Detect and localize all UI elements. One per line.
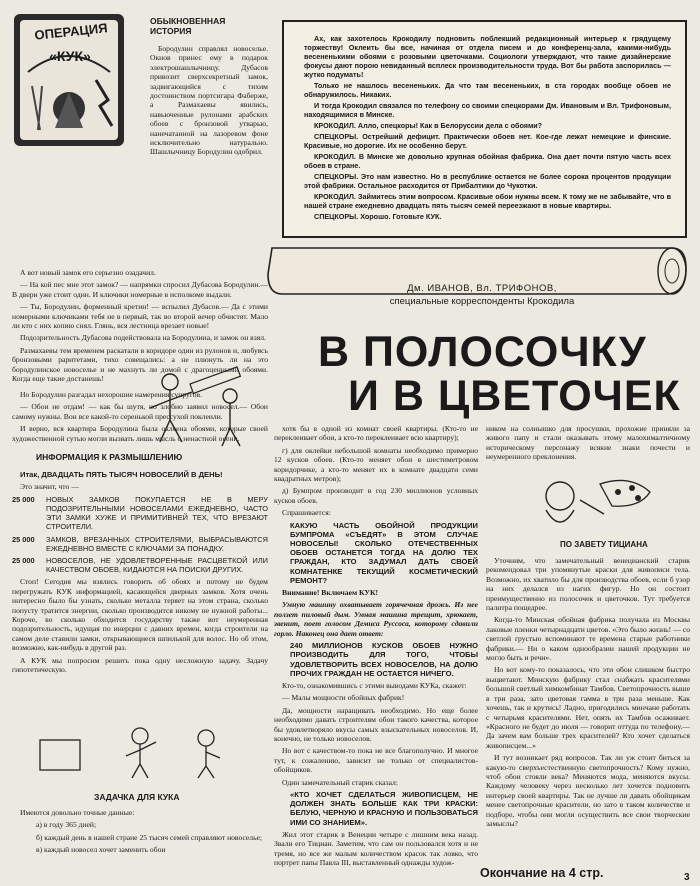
- mid-paragraph: Кто-то, ознакомившись с этими выводами КУКа, скажет:: [282, 680, 467, 690]
- mid-answer: 240 МИЛЛИОНОВ КУСКОВ ОБОЕВ НУЖНО ПРОИЗВОДИТЬ ДЛЯ ТОГО, ЧТОБЫ УДОВЛЕТВОРИТЬ ВСЕХ НОВОСЕЛОВ, НА ДОЛЮ ПРОЧИХ ГРАЖДАН НЕ ОСТАЕТСЯ НИЧЕГО.: [290, 641, 478, 678]
- mid-paragraph: хотя бы в одной из комнат своей квартиры. (Кто-то не переклеивает обои, а кто-то переклеивает всю квартиру);: [274, 424, 478, 443]
- mid-question: КАКУЮ ЧАСТЬ ОБОЙНОЙ ПРОДУКЦИИ БУМПРОМА «СЪЕДЯТ» В ЭТОМ СЛУЧАЕ НОВОСЕЛЫ! СКОЛЬКО ОТЕЧЕСТВЕННЫХ ОБОЕВ ОСТАНЕТСЯ ТОГДА НА ДОЛЮ ТЕХ ГРАЖДАН, КТО ЗАДУМАЛ ДАТЬ СВОЕЙ КОМНАТЕНКЕ ТЕКУЩИЙ КОСМЕТИЧЕСКИЙ РЕМОНТ?: [290, 520, 478, 585]
- info-title: ИНФОРМАЦИЯ К РАЗМЫШЛЕНИЮ: [36, 452, 183, 462]
- info-intro: Итак, ДВАДЦАТЬ ПЯТЬ ТЫСЯЧ НОВОСЕЛИЙ В ДЕНЬ!: [20, 470, 223, 479]
- mid-paragraph: Умную машину охватывает горячечная дрожь. Из нее ползет пиловый дым. Умная машина трещит, хрюкает, звенит, поет голосом Демиса Руссоса, которому сдавили горло. Наконец она дает ответ:: [274, 600, 478, 638]
- info-paragraph: А КУК мы попросим решить пока одну несложную задачу. Задачу гипотетическую.: [12, 655, 268, 675]
- story-paragraph: — Обои не отдам! — как бы шутя, но злобно заявил новосел.— Обои самому нужны. Вон все какой-то серенькой прессухой поклеили.: [12, 402, 268, 421]
- info-paragraph: Стоп! Сегодня мы взялись говорить об обоях и потому не будем перегружать КУК информацией, касающейся дверных замков. Хотя очень интересно было бы узнать, сколько металла теряет на этом страна, сколько попусту тратится энергии, сколько производится никому не нужной работы... Короче, во сколько обходится государству также вот неумеренная подозрительность, идущая по инерции с давних времен, когда строители на самом деле ставили замки, открывающиеся шпилькой для волос. Но об этом, возможно, как-нибудь в другой раз.: [12, 577, 268, 653]
- story-column-top: [150, 44, 268, 264]
- authors-block: [282, 282, 682, 308]
- story-paragraph: И верно, вся квартира Бородулина была оклеена обоями, которые своей художественной сутью могли вызвать лишь мысль о ненастной осени.: [12, 424, 268, 443]
- dialogue-paragraph: И тогда Крокодил связался по телефону со своими спецкорами Дм. Ивановым и Вл. Трифоновым, находящимися в Минске.: [304, 101, 671, 119]
- dialogue-paragraph: СПЕЦКОРЫ. Это нам известно. Но в республике остается не более сорока процентов продукции этой фабрики. Остальное расходится от Прибалтики до Чукотки.: [304, 172, 671, 190]
- mid-paragraph: — Малы мощности обойных фабрик!: [282, 693, 405, 703]
- right-column: [486, 556, 690, 862]
- mid-paragraph: Внимание! Включаем КУК!: [282, 588, 378, 598]
- authors-names: Дм. ИВАНОВ, Вл. ТРИФОНОВ,: [407, 283, 557, 294]
- info-row-text: ЗАМКОВ, ВРЕЗАННЫХ СТРОИТЕЛЯМИ, ВЫБРАСЫВАЮТСЯ ЕЖЕДНЕВНО ВМЕСТЕ С КЛЮЧАМИ ЗА ПОНАДКУ.: [46, 534, 268, 553]
- kuk-machine-illustration: [30, 720, 250, 780]
- mid-paragraph: г) для оклейки небольшой комнаты необходимо примерно 12 кусков обоев. (Кто-то меняет обои в шестиметровом коридорчике, а кто-то меняет их в комнате двадцати семи квадратных метров);: [274, 445, 478, 484]
- info-paragraph: Это значит, что —: [20, 482, 79, 492]
- continued-note: Окончание на 4 стр.: [480, 866, 604, 880]
- headline-line1: В ПОЛОСОЧКУ: [318, 328, 647, 376]
- middle-column: [274, 424, 478, 868]
- page-headline: [318, 330, 698, 418]
- authors-role: специальные корреспонденты Крокодила: [389, 296, 575, 307]
- info-row: [12, 556, 268, 574]
- story-paragraph: — На кой пес мне этот замок? — напрямки спросил Дубасова Бородулин.— В двери уже стоит один. И ключики номерные в исполкоме выдали.: [12, 280, 268, 299]
- story-paragraph: Но Бородулин разгадал нехорошие намерения супругов.: [20, 390, 203, 399]
- story-paragraph: — Ты, Бородулин, форменный кретин! — вспылил Дубасов.— Да с этими номерными ключиками тебя не в первый, так во второй вечер обчистят. Мало ли кто с них копию снял. Глянь, вся лестница врезает новые!: [12, 302, 268, 331]
- mid-paragraph: Жил этот старик в Венеции четыре с лишним века назад. Звали его Тициан. Заметим, что сам он пользовался хотя и не тремя, но все же малым количеством красок так ловко, что портрет папы Павла III, выставленный однажды худож-: [274, 829, 478, 868]
- dialogue-text: [304, 34, 671, 228]
- titian-caption: ПО ЗАВЕТУ ТИЦИАНА: [560, 540, 648, 549]
- logo-line2: «КУК»: [49, 48, 91, 64]
- right-paragraph: Уточним, что замечательный венецианский старик рекомендовал три упомянутые краски для живописи тела. Возможно, их хватило бы для производства обоев, если б узор на них делался из нагих фигур. Но он состоит преимущественно из полосочек и цветочков. Тут требуется палитра пощедрее.: [486, 556, 690, 613]
- right-paragraph: Но вот кому-то показалось, что эти обои слишком быстро выцветают. Минскую фабрику стал снабжать красителями большой светлый химкомбинат Тамбов. Светопрочность выше в три раза, зато цветовая гамма в три раза меньше. Как хочешь, так и крутись! Ладно, пригодились минчане работать с четырьмя красителями. Нет, опять их Тамбов осаживает. «Красного не будет до июля — говорит оттуда по телефону.— Да зачем вам больше трех красителей? Кто хочет сделаться живописцем...»: [486, 665, 690, 750]
- dialogue-paragraph: КРОКОДИЛ. В Минске же довольно крупная обойная фабрика. Она дает почти пятую часть всех обоев в стране.: [304, 152, 671, 170]
- dialogue-box: [282, 20, 687, 238]
- info-row: [12, 495, 268, 532]
- task-intro: Имеются довольно точные данные:: [20, 808, 135, 817]
- right-column-top: [486, 424, 690, 472]
- mid-paragraph: Но вот с качеством-то пока не все благополучно. И многое тут, к сожалению, зависит не только от специалистов-обойщиков.: [274, 746, 478, 775]
- task-title: ЗАДАЧКА ДЛЯ КУКА: [94, 792, 180, 802]
- info-row-num: 25 000: [12, 494, 35, 504]
- wallpaper-carriers-illustration: [130, 362, 270, 448]
- story-paragraph: Подозрительность Дубасова подействовала на Бородулина, и замок он взял.: [20, 333, 266, 343]
- story-paragraph: Размахаевы тем временем раскатали в коридоре один из рулонов и, любуясь бронзовыми раритетами, тихо совещались: а не плюнуть ли на это бородулинское новоселье и не махнуть ли домой с драгоценными обоями. Когда еще такие достанешь!: [12, 345, 268, 384]
- dialogue-paragraph: Ах, как захотелось Крокодилу подновить поблекший редакционный интерьер к грядущему торжеству! Оклеить бы все, начиная от отдела писем и до конференц-зала, какими-нибудь весененькими обоями с розовыми цветочками. Социологи утверждают, что такие дизайнерские фокусы дают порою невиданный всплеск производительности труда. Вот бы работа заспорилась — жутко подумать!: [304, 34, 671, 79]
- dialogue-paragraph: Только не нашлось весененьких. Да что там весененьких, в ста городах вообще обоев не обнаружилось. Никаких.: [304, 81, 671, 99]
- task-item: в) каждый новосел хочет заменить обои: [36, 845, 166, 855]
- info-row-num: 25 000: [12, 556, 35, 566]
- logo-line1: ОПЕРАЦИЯ: [33, 20, 109, 43]
- right-paragraph: Когда-то Минская обойная фабрика получала из Москвы лаковые пленки четырнадцати цветов. «Это было жизнь! — со светлой грустью вспоминают те времена старые работники фабрики.— Ни о каком однообразии нашей продукции не могло быть и речи».: [486, 615, 690, 663]
- info-column: [12, 470, 268, 688]
- story-title: ОБЫКНОВЕННАЯ ИСТОРИЯ: [150, 16, 226, 36]
- mid-paragraph: д) Бумпром производит в год 230 миллионов условных кусков обоев.: [274, 486, 478, 505]
- info-row-text: НОВОСЕЛОВ, НЕ УДОВЛЕТВОРЕННЫЕ РАСЦВЕТКОЙ ИЛИ КАЧЕСТВОМ ОБОЕВ, КИДАЮТСЯ НА ПОИСКИ ДРУГИХ.: [46, 556, 268, 575]
- task-item: а) в году 365 дней;: [36, 820, 97, 830]
- dialogue-paragraph: СПЕЦКОРЫ. Острейший дефицит. Практически обоев нет. Кое-где лежат немецкие и финские. Красивые, но дорогие. Их не особенно берут.: [304, 132, 671, 150]
- mid-quote: «КТО ХОЧЕТ СДЕЛАТЬСЯ ЖИВОПИСЦЕМ, НЕ ДОЛЖЕН ЗНАТЬ БОЛЬШЕ КАК ТРИ КРАСКИ: БЕЛУЮ, ЧЕРНУЮ И КРАСНУЮ И ПОЛЬЗОВАТЬСЯ ИМИ СО ЗНАНИЕМ».: [290, 789, 478, 827]
- dialogue-paragraph: СПЕЦКОРЫ. Хорошо. Готовьте КУК.: [314, 212, 442, 221]
- headline-line2: И В ЦВЕТОЧЕК: [348, 372, 681, 420]
- info-row: [12, 535, 268, 553]
- info-list: [12, 495, 268, 575]
- info-row-text: НОВЫХ ЗАМКОВ ПОКУПАЕТСЯ НЕ В МЕРУ ПОДОЗРИТЕЛЬНЫМИ НОВОСЕЛАМИ ЕЖЕДНЕВНО, ЧАСТО ЭТИ ЗАМКИ ХУЖЕ И ПРИМИТИВНЕЙ ТЕХ, ЧТО ВРЕЗАЮТ СТРОИТЕЛИ.: [46, 494, 268, 532]
- titian-illustration: [500, 470, 680, 540]
- mid-paragraph: Спрашивается:: [282, 508, 331, 518]
- task-item: б) каждый день в нашей стране 25 тысяч семей справляют новоселье;: [36, 832, 263, 842]
- dialogue-paragraph: КРОКОДИЛ. Алло, спецкоры! Как в Белоруссии дела с обоями?: [314, 121, 543, 130]
- mid-paragraph: Один замечательный старик сказал:: [282, 777, 398, 787]
- right-paragraph: И тут возникает ряд вопросов. Так ли уж стоит биться за какую-то сверхъестественную светопрочность? Кому нужно, чтоб обои стояли века? Меняются мода, меняются вкусы. Каждому человеку через несколько лет хочется подновить интерьер своей квартиры. Так не лучше ли давать обойщикам менее светопрочные красители, но зато в таком количестве и подборе, чтобы они могли осуществить все свои творческие замыслы?: [486, 753, 690, 828]
- right-paragraph: ником на солнышко для просушки, прохожие приняли за живого папу и стали оказывать этому малохималтичному историческому персонажу всякие знаки почести и неумеренного преклонения.: [486, 424, 690, 462]
- info-row-num: 25 000: [12, 534, 35, 544]
- story-paragraph: А вот новый замок его серьезно озадачил.: [20, 268, 156, 277]
- dialogue-paragraph: КРОКОДИЛ. Займитесь этим вопросом. Красивые обои нужны всем. К тому же не забывайте, что в нашей стране ежедневно двадцать пять тысяч семей переезжают в новые квартиры.: [304, 192, 671, 210]
- task-column: [12, 808, 268, 878]
- page-number: 3: [684, 872, 690, 883]
- operation-kuk-logo: [8, 10, 130, 150]
- story-paragraph: Бородулин справлял новоселье. Окнов принес ему в подарок электрошашлычницу. Дубасов привозит сверхсекретный замок, задвигающийся с тихим достоинством портсигара Фаберже, а Размахаевы явились, навьюченные рулонами арабских обоев с бронзовой утварью, нанечатанной на лазоревом фоне исключительно натурально. Шашлычницу Бородулин одобрил.: [150, 44, 268, 157]
- mid-paragraph: Да, мощности наращивать необходимо. Но еще более необходимо давать строителям обои такого качества, которое бы удовлетворяло вкусы самых взыскательных новоселов. И, конечно, не только новоселов.: [274, 705, 478, 743]
